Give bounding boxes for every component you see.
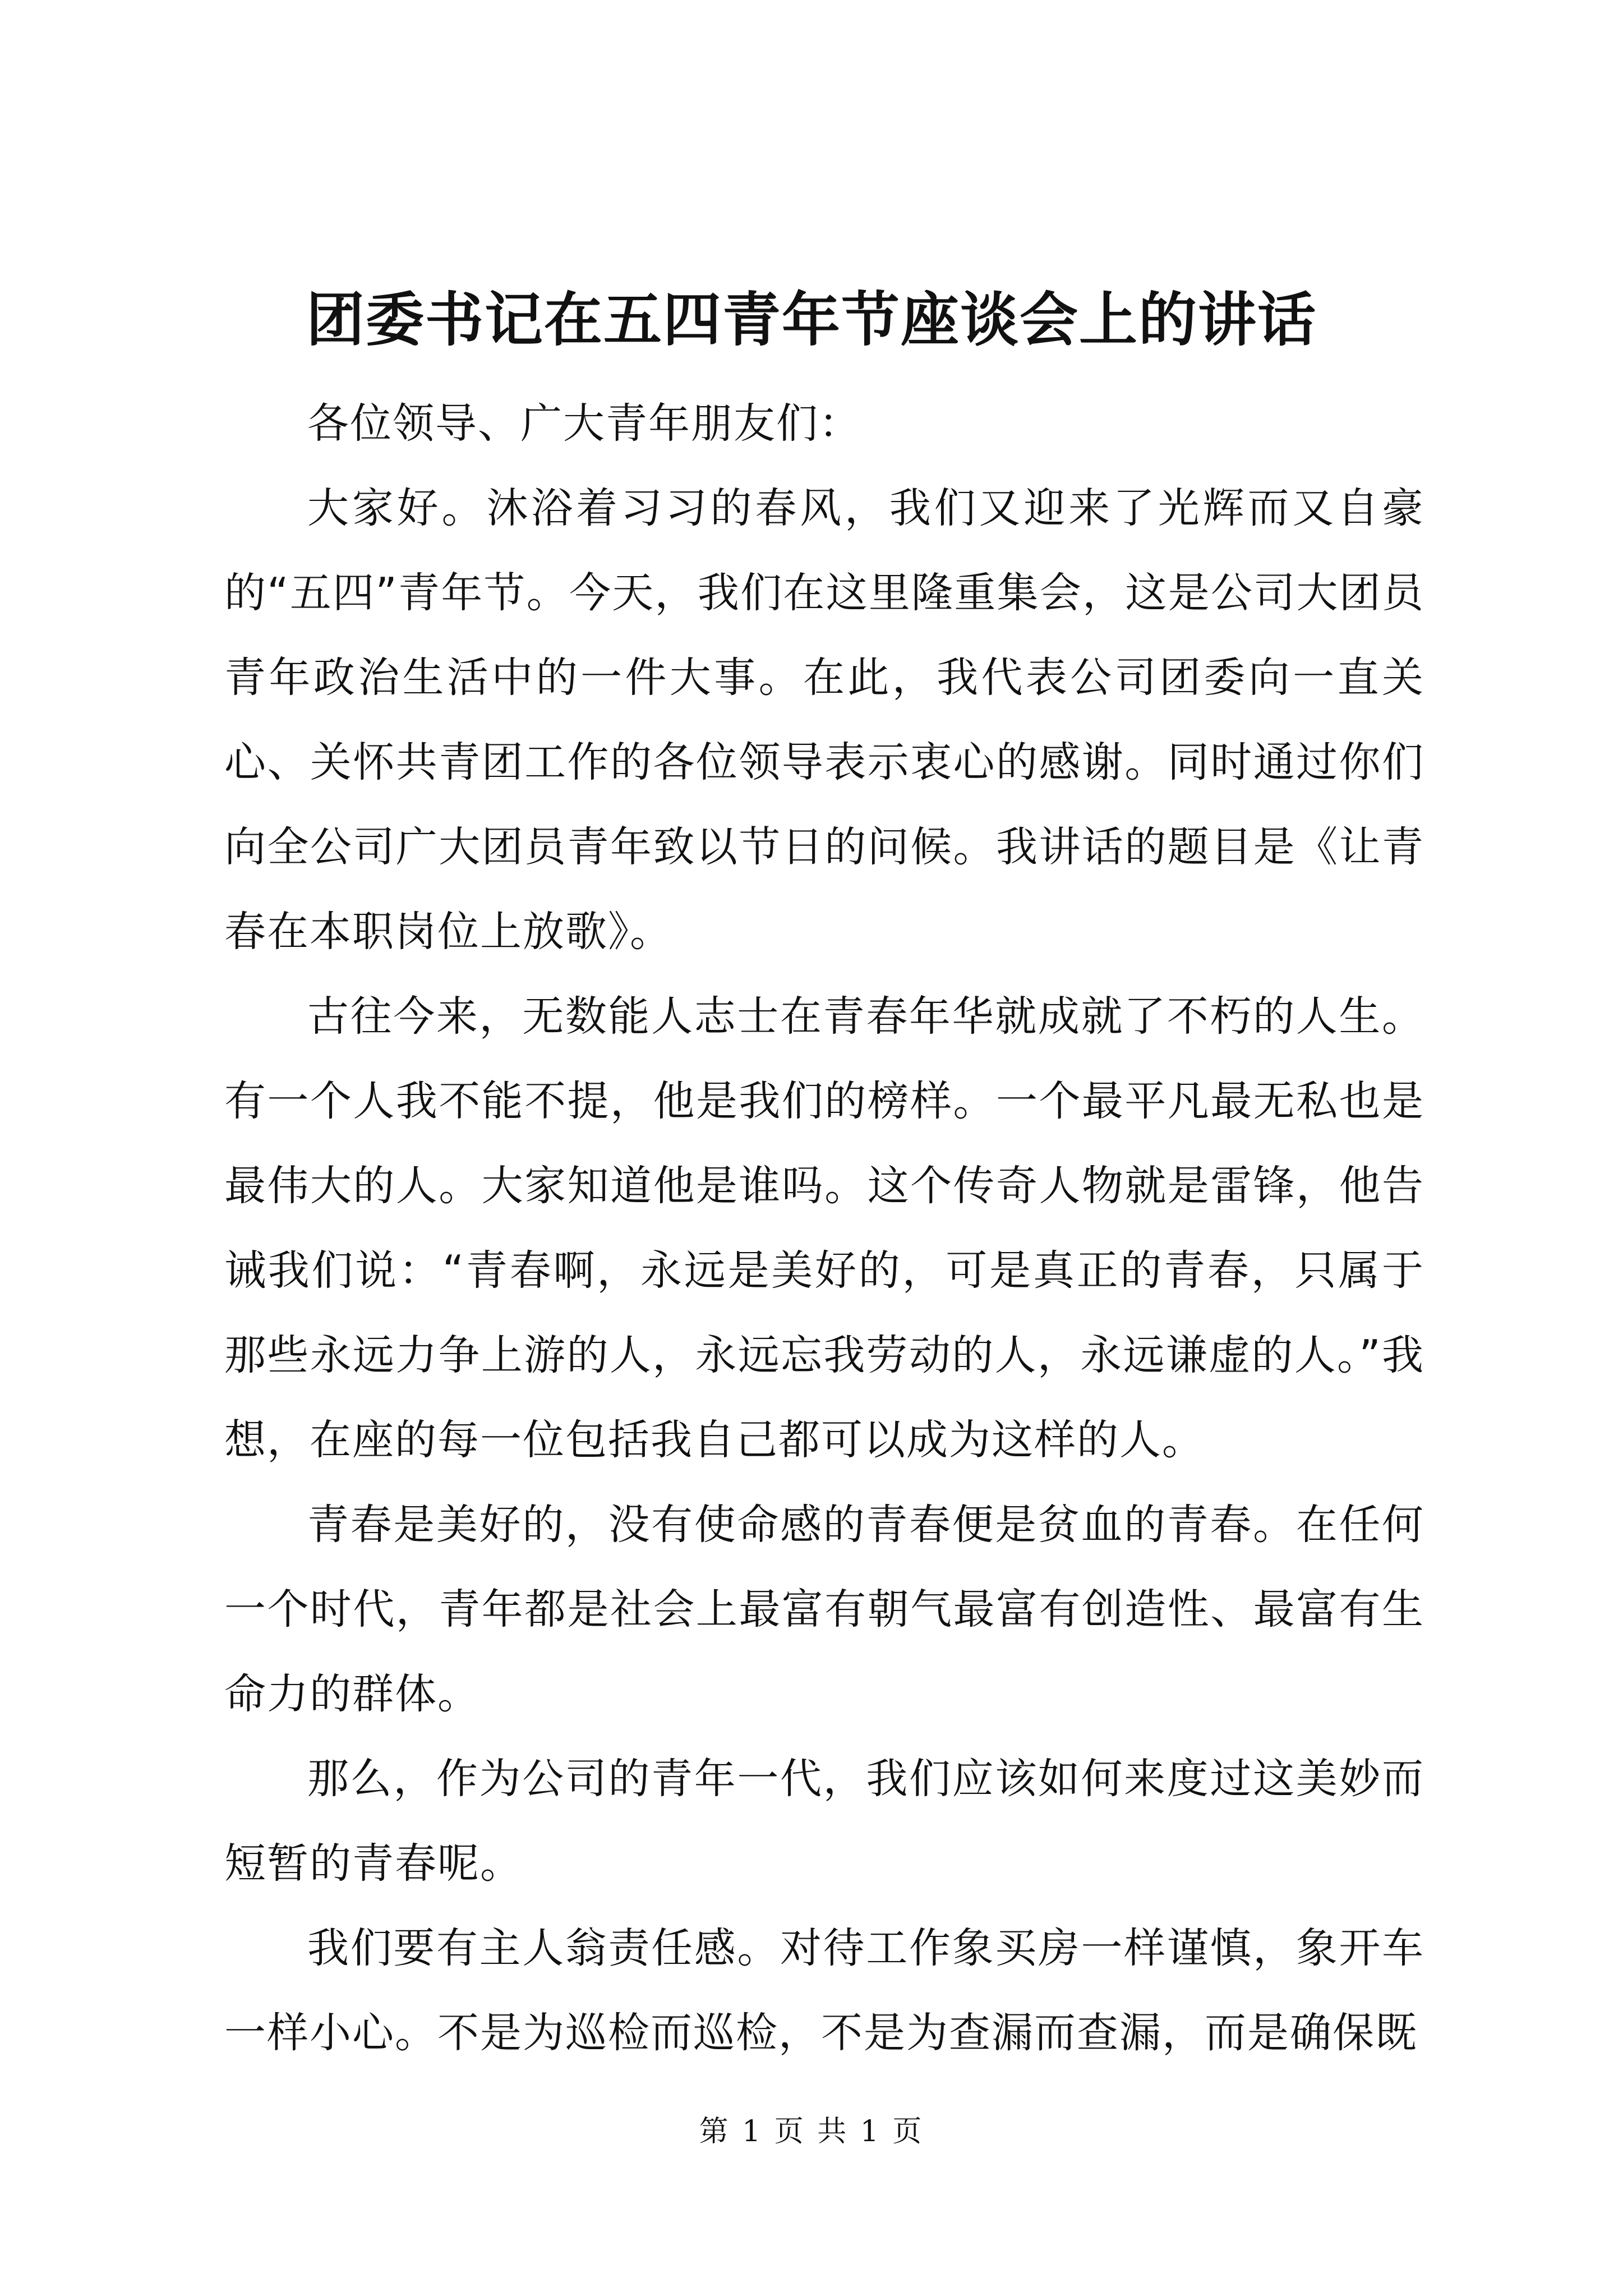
paragraph-salutation: 各位领导、广大青年朋友们： <box>307 399 861 448</box>
paragraph: 那么，作为公司的青年一代，我们应该如何来度过这美妙而短暂的青春呢。 <box>224 1755 1424 1888</box>
paragraph: 我们要有主人翁责任感。对待工作象买房一样谨慎，象开车一样小心。不是为巡检而巡检，不是为查漏而查漏，而是确保既 <box>224 1924 1424 2057</box>
document-title: 团委书记在五四青年节座谈会上的讲话 <box>306 285 1317 354</box>
paragraph: 青春是美好的，没有使命感的青春便是贫血的青春。在任何一个时代，青年都是社会上最富有朝气最富有创造性、最富有生命力的群体。 <box>224 1501 1424 1718</box>
paragraph: 古往今来，无数能人志士在青春年华就成就了不朽的人生。有一个人我不能不提，他是我们的榜样。一个最平凡最无私也是最伟大的人。大家知道他是谁吗。这个传奇人物就是雷锋，他告诫我们说：“青春啊，永远是美好的，可是真正的青春，只属于那些永远力争上游的人，永远忘我劳动的人，永远谦虚的人。”我想，在座的每一位包括我自己都可以成为这样的人。 <box>224 992 1424 1464</box>
document-body <box>224 381 1424 2076</box>
paragraph: 大家好。沐浴着习习的春风，我们又迎来了光辉而又自豪的“五四”青年节。今天，我们在这里隆重集会，这是公司大团员青年政治生活中的一件大事。在此，我代表公司团委向一直关心、关怀共青团工作的各位领导表示衷心的感谢。同时通过你们向全公司广大团员青年致以节日的问候。我讲话的题目是《让青春在本职岗位上放歌》。 <box>224 484 1424 956</box>
page-footer: 第 1 页 共 1 页 <box>699 2115 924 2148</box>
